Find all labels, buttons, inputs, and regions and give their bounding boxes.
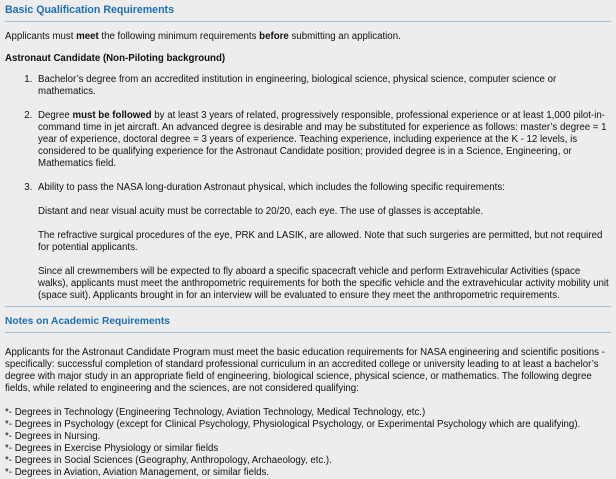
academic-notes-paragraph: Applicants for the Astronaut Candidate Program must meet the basic education requirements for NASA engineering and scientific positions - specifically: successful completion of standard professional curriculum in an accredited college or university leading to at least a bachelor’s degree with major study in an appropriate field of engineering, biological science, physical science, or mathematics. The following degree fields, while related to engineering and the sciences, are not considered qualifying: (5, 347, 605, 394)
intro-text-part: submitting an application. (288, 31, 401, 42)
section-divider (5, 332, 611, 333)
non-qualifying-degrees-list (5, 407, 611, 479)
intro-text-part: the following minimum requirements (98, 31, 260, 42)
requirement-item (35, 182, 611, 302)
section-title-academic-notes: Notes on Academic Requirements (5, 316, 170, 327)
degree-list-item: *- Degrees in Psychology (except for Clinical Psychology, Physiological Psychology, or Experimental Psychology which are qualifying). (5, 419, 581, 430)
degree-list-item: *- Degrees in Exercise Physiology or similar fields (5, 443, 219, 454)
section-divider (5, 21, 611, 22)
degree-list-item: *- Degrees in Aviation, Aviation Management, or similar fields. (5, 467, 270, 478)
requirement-text: Ability to pass the NASA long-duration Astronaut physical, which includes the following specific requirements: (38, 182, 505, 193)
section-divider (5, 306, 611, 307)
requirement-text: Bachelor’s degree from an accredited institution in engineering, biological science, physical science, computer science or mathematics. (38, 74, 557, 97)
requirement-item (35, 110, 611, 170)
requirement-bold-phrase: must be followed (72, 110, 152, 121)
physical-requirement-vision: Distant and near visual acuity must be correctable to 20/20, each eye. The use of glasses is acceptable. (38, 206, 484, 217)
degree-list-item: *- Degrees in Nursing. (5, 431, 101, 442)
requirement-text-pre: Degree (38, 110, 73, 121)
degree-list-item: *- Degrees in Social Sciences (Geography, Anthropology, Archaeology, etc.). (5, 455, 332, 466)
intro-bold-before: before (259, 31, 289, 42)
intro-text (5, 31, 611, 43)
requirements-list (5, 74, 611, 302)
requirement-text: by at least 3 years of related, progressively responsible, professional experience or at least 1,000 pilot-in-command time in jet aircraft. An advanced degree is desirable and may be substituted for experience as follows: master’s degree = 1 year of experience, doctoral degree = 3 years of experience. Teaching experience, including experience at the K - 12 levels, is considered to be qualifying experience for the Astronaut Candidate position; provided degree is in a Science, Engineering, or Mathematics field. (38, 110, 607, 169)
astronaut-candidate-subhead: Astronaut Candidate (Non-Piloting background) (5, 53, 226, 64)
degree-list-item: *- Degrees in Technology (Engineering Technology, Aviation Technology, Medical Technology, etc.) (5, 407, 426, 418)
physical-requirement-surgery: The refractive surgical procedures of the eye, PRK and LASIK, are allowed. Note that such surgeries are permitted, but not required for potential applicants. (38, 230, 603, 253)
intro-text-part: Applicants must (5, 31, 77, 42)
requirement-item (35, 74, 611, 98)
physical-requirement-anthropometric: Since all crewmembers will be expected to fly aboard a specific spacecraft vehicle and perform Extravehicular Activities (space walks), applicants must meet the anthropometric requirements for both the specific vehicle and the extravehicular activity mobility unit (space suit). Applicants brought in for an interview will be evaluated to ensure they meet the anthropometric requirements. (38, 266, 609, 301)
section-title-basic-qualifications: Basic Qualification Requirements (5, 4, 174, 16)
intro-bold-meet: meet (76, 31, 99, 42)
